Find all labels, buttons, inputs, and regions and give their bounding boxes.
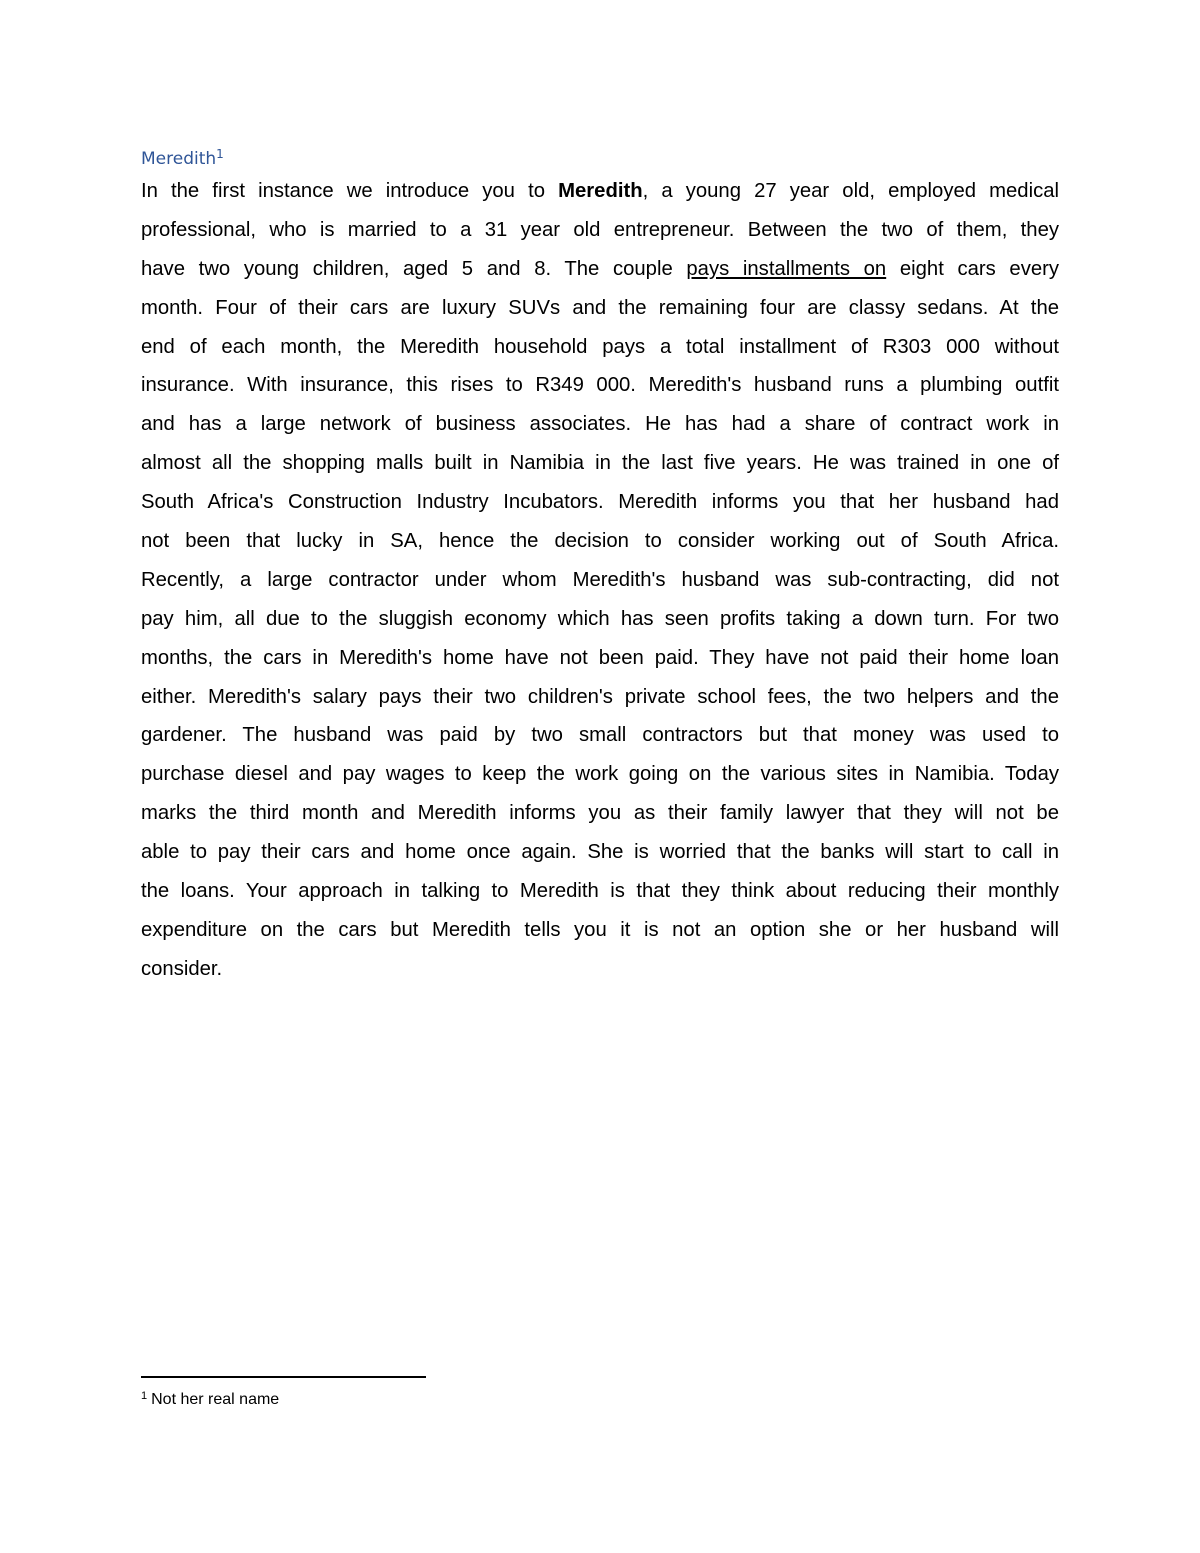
paragraph-line: gardener. The husband was paid by two small contractors but that money was used to bbox=[141, 724, 1059, 747]
paragraph-line bbox=[141, 250, 1059, 289]
line-text: In the first instance we introduce you to bbox=[141, 180, 545, 202]
line-text: have two young children, aged 5 and 8. The couple bbox=[141, 257, 673, 280]
paragraph-line: expenditure on the cars but Meredith tells you it is not an option she or her husband will bbox=[141, 918, 1059, 941]
paragraph-line: months, the cars in Meredith's home have not been paid. They have not paid their home loan bbox=[141, 646, 1059, 669]
underlined-text: pays installments on bbox=[686, 257, 887, 280]
paragraph-line: marks the third month and Meredith informs you as their family lawyer that they will not be bbox=[141, 802, 1059, 825]
paragraph-line: end of each month, the Meredith household pays a total installment of R303 000 without bbox=[141, 335, 1059, 358]
line-text: , a young 27 year old, employed medical bbox=[642, 180, 1060, 202]
paragraph-line: Recently, a large contractor under whom Meredith's husband was sub-contracting, did not bbox=[141, 568, 1059, 591]
footnote-separator bbox=[141, 1376, 426, 1378]
footnote bbox=[141, 1388, 279, 1412]
paragraph-line: either. Meredith's salary pays their two children's private school fees, the two helpers and the bbox=[141, 685, 1059, 708]
footnote-number: 1 bbox=[141, 1390, 148, 1402]
paragraph-line: month. Four of their cars are luxury SUVs and the remaining four are classy sedans. At the bbox=[141, 296, 1059, 319]
paragraph-line: professional, who is married to a 31 year old entrepreneur. Between the two of them, they bbox=[141, 218, 1059, 241]
paragraph-line: South Africa's Construction Industry Incubators. Meredith informs you that her husband had bbox=[141, 491, 1059, 514]
paragraph-line: pay him, all due to the sluggish economy which has seen profits taking a down turn. For two bbox=[141, 607, 1059, 630]
paragraph-line: the loans. Your approach in talking to Meredith is that they think about reducing their monthly bbox=[141, 880, 1059, 903]
paragraph-line: insurance. With insurance, this rises to R349 000. Meredith's husband runs a plumbing outfit bbox=[141, 374, 1059, 397]
footnote-reference: 1 bbox=[216, 147, 224, 161]
body-paragraph bbox=[141, 172, 1059, 989]
paragraph-line bbox=[141, 172, 1059, 211]
document-heading bbox=[141, 147, 224, 171]
paragraph-line: almost all the shopping malls built in Namibia in the last five years. He was trained in one of bbox=[141, 452, 1059, 475]
paragraph-line: able to pay their cars and home once again. She is worried that the banks will start to call in bbox=[141, 841, 1059, 864]
heading-title: Meredith bbox=[141, 149, 217, 169]
paragraph-line: and has a large network of business associates. He has had a share of contract work in bbox=[141, 413, 1059, 436]
paragraph-line: consider. bbox=[141, 957, 223, 980]
footnote-text: Not her real name bbox=[151, 1391, 280, 1408]
paragraph-line: not been that lucky in SA, hence the decision to consider working out of South Africa. bbox=[141, 530, 1059, 553]
bold-name: Meredith bbox=[558, 180, 643, 202]
paragraph-line: purchase diesel and pay wages to keep the work going on the various sites in Namibia. Today bbox=[141, 763, 1059, 786]
line-text: eight cars every bbox=[899, 257, 1060, 280]
